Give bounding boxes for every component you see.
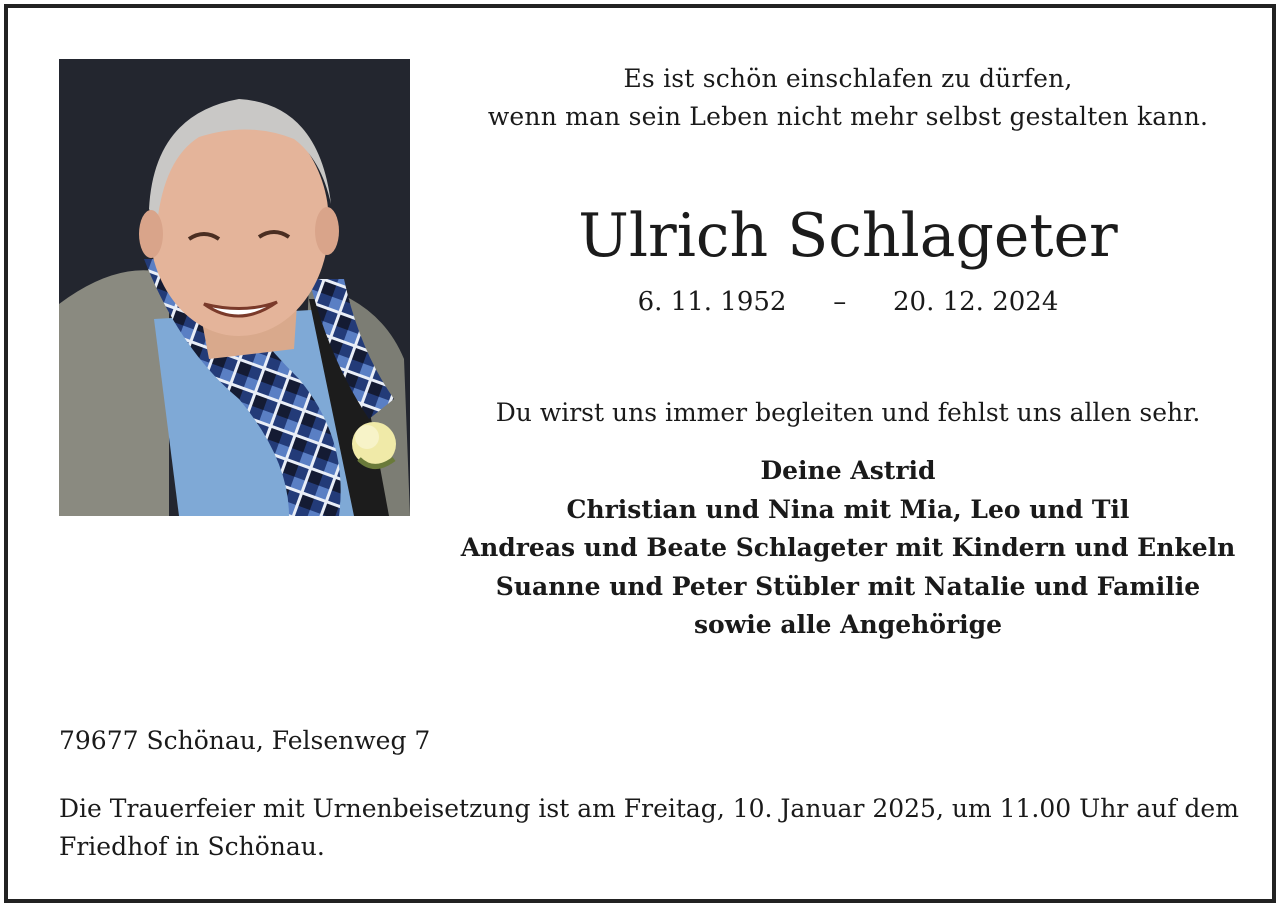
service-line: Die Trauerfeier mit Urnenbeisetzung ist am Freitag, 10. Januar 2025, um 11.00 Uhr auf dem [59, 794, 1239, 823]
birth-date: 6. 11. 1952 [637, 287, 787, 317]
address: 79677 Schönau, Felsenweg 7 [59, 726, 431, 755]
obituary-notice [4, 4, 1276, 903]
mourner-line: Christian und Nina mit Mia, Leo und Til [566, 494, 1130, 524]
mourner-line: sowie alle Angehörige [693, 610, 1003, 639]
life-dates [448, 282, 1248, 322]
deceased-name: Ulrich Schlageter [578, 201, 1118, 271]
mourner-line: Suanne und Peter Stübler mit Natalie und Familie [495, 571, 1201, 601]
farewell-text: Du wirst uns immer begleiten und fehlst uns allen sehr. [495, 398, 1201, 427]
service-line: Friedhof in Schönau. [59, 832, 325, 861]
verse-line: wenn man sein Leben nicht mehr selbst gestalten kann. [487, 102, 1209, 131]
mourner-line: Deine Astrid [760, 456, 936, 485]
verse-line: Es ist schön einschlafen zu dürfen, [623, 64, 1073, 93]
mourner-line: Andreas und Beate Schlageter mit Kindern und Enkeln [460, 533, 1236, 562]
date-separator: – [833, 287, 847, 317]
death-date: 20. 12. 2024 [892, 287, 1059, 317]
portrait-photo [59, 59, 410, 516]
mourners-list [448, 452, 1248, 645]
verse [448, 60, 1248, 136]
service-info [59, 790, 1239, 866]
